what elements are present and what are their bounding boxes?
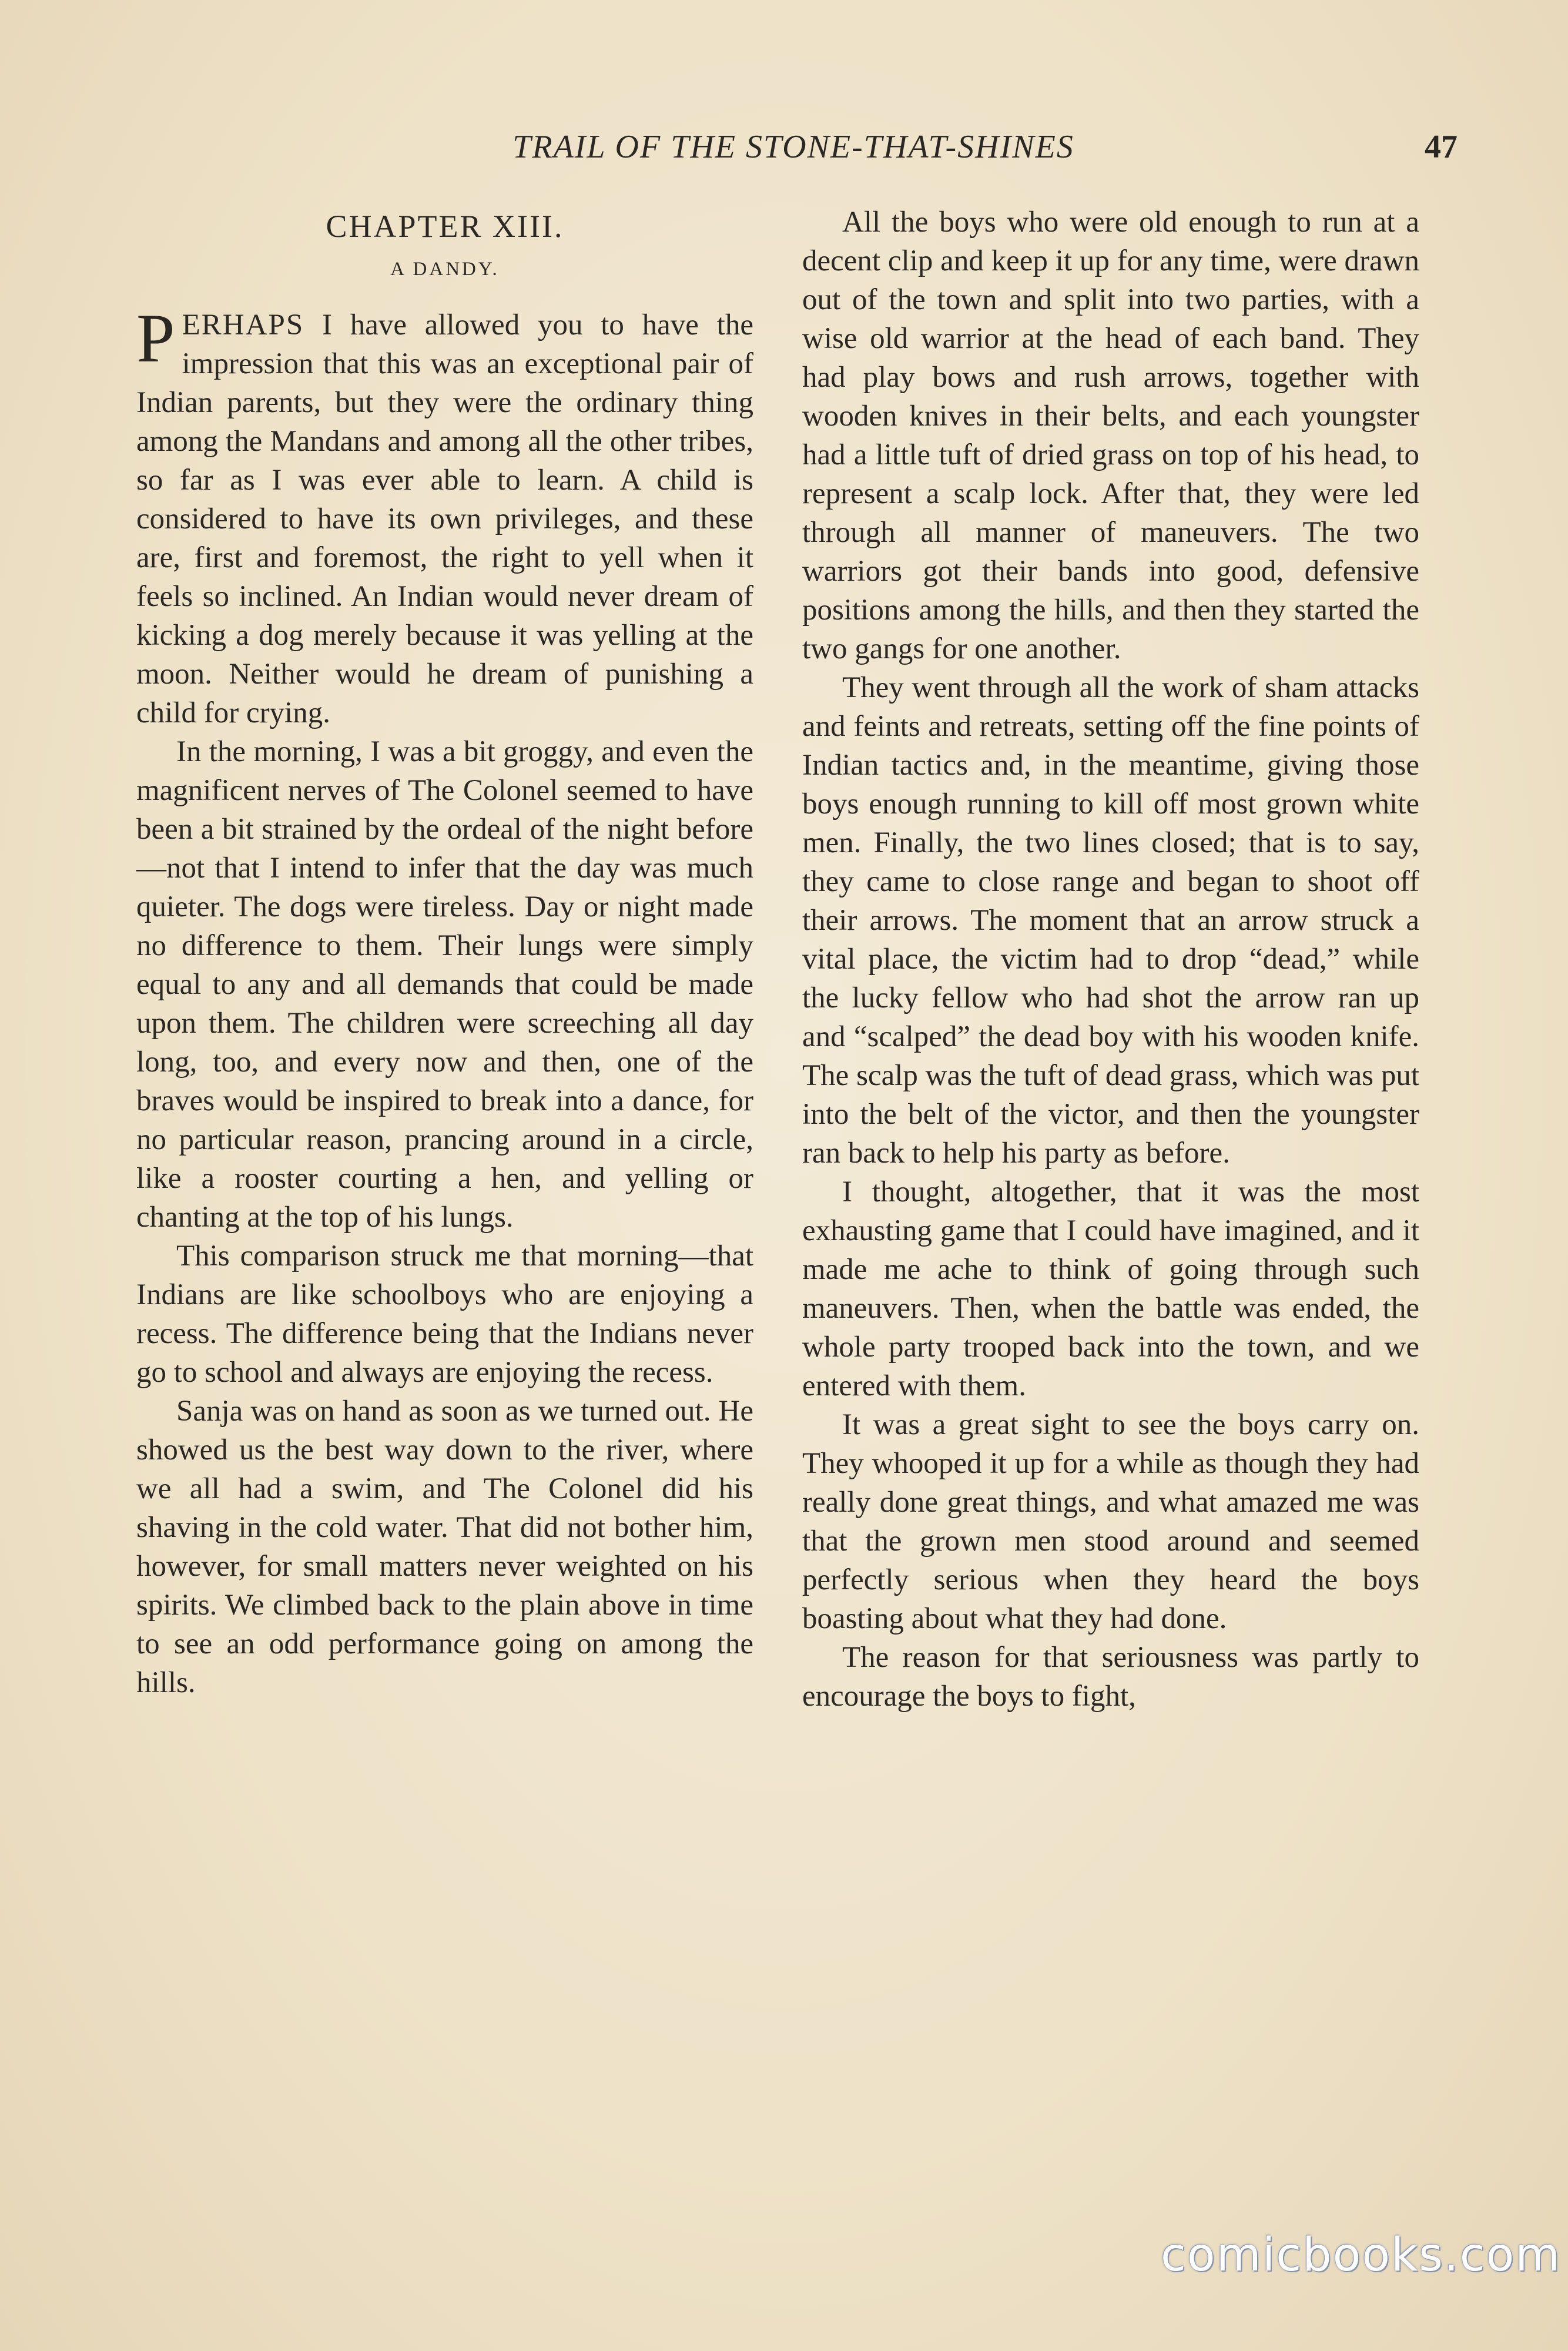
watermark-logo: comicbooks.com <box>1161 2229 1562 2282</box>
running-title: TRAIL OF THE STONE-THAT-SHINES <box>512 129 1074 165</box>
paragraph: Sanja was on hand as soon as we turned out. He showed us the best way down to the river, where we all had a swim, and The Colonel did his shaving in the cold water. That did not bother him, however, for small matters never weighted on his spirits. We climbed back to the plain above in time to see an odd performance going on among the hills. <box>136 1395 753 1699</box>
paragraph: This comparison struck me that morning—that Indians are like schoolboys who are enjoying a recess. The difference being that the Indians never go to school and always are enjoying the recess. <box>136 1240 753 1389</box>
right-column <box>802 203 1419 1716</box>
paragraph: All the boys who were old enough to run at a decent clip and keep it up for any time, were drawn out of the town and split into two parties, with a wise old warrior at the head of each band. They had play bows and rush arrows, together with wooden knives in their belts, and each youngster had a little tuft of dried grass on top of his head, to represent a scalp lock. After that, they were led through all manner of maneuvers. The two warriors got their bands into good, defensive positions among the hills, and then they started the two gangs for one another. <box>802 206 1419 665</box>
chapter-title: CHAPTER XIII. <box>326 209 564 244</box>
paragraph-text: I have allowed you to have the impression that this was an exceptional pair of Indian parents, but they were the ordinary thing among the Mandans and among all the other tribes, so far as I was ever able to learn. A child is considered to have its own privileges, and these are, first and foremost, the right to yell when it feels so inclined. An Indian would never dream of kicking a dog merely because it was yelling at the moon. Neither would he dream of punishing a child for crying. <box>136 309 753 729</box>
opening-word: ERHAPS <box>182 309 304 341</box>
paragraph: It was a great sight to see the boys carry on. They whooped it up for a while as though they had really done great things, and what amazed me was that the grown men stood around and seemed perfectly serious when they heard the boys boasting about what they had done. <box>802 1408 1419 1635</box>
drop-cap: P <box>136 300 175 377</box>
left-column <box>136 207 753 1702</box>
paragraph: They went through all the work of sham attacks and feints and retreats, setting off the fine points of Indian tactics and, in the meantime, giving those boys enough running to kill off most grown white men. Finally, the two lines closed; that is to say, they came to close range and began to shoot off their arrows. The moment that an arrow struck a vital place, the victim had to drop “dead,” while the lucky fellow who had shot the arrow ran up and “scalped” the dead boy with his wooden knife. The scalp was the tuft of dead grass, which was put into the belt of the victor, and then the youngster ran back to help his party as before. <box>802 671 1419 1170</box>
page-number: 47 <box>1425 129 1458 165</box>
paragraph: I thought, altogether, that it was the most exhausting game that I could have imagined, and it made me ache to think of going through such maneuvers. Then, when the battle was ended, the whole party trooped back into the town, and we entered with them. <box>802 1176 1419 1402</box>
paragraph: The reason for that seriousness was partly to encourage the boys to fight, <box>802 1641 1419 1713</box>
chapter-subtitle: A DANDY. <box>390 259 500 280</box>
paragraph <box>136 300 753 732</box>
paragraph: In the morning, I was a bit groggy, and even the magnificent nerves of The Colonel seemed to have been a bit strained by the ordeal of the night before—not that I intend to infer that the day was much quieter. The dogs were tireless. Day or night made no difference to them. Their lungs were simply equal to any and all demands that could be made upon them. The children were screeching all day long, too, and every now and then, one of the braves would be inspired to break into a dance, for no particular reason, prancing around in a circle, like a rooster courting a hen, and yelling or chanting at the top of his lungs. <box>136 735 753 1234</box>
